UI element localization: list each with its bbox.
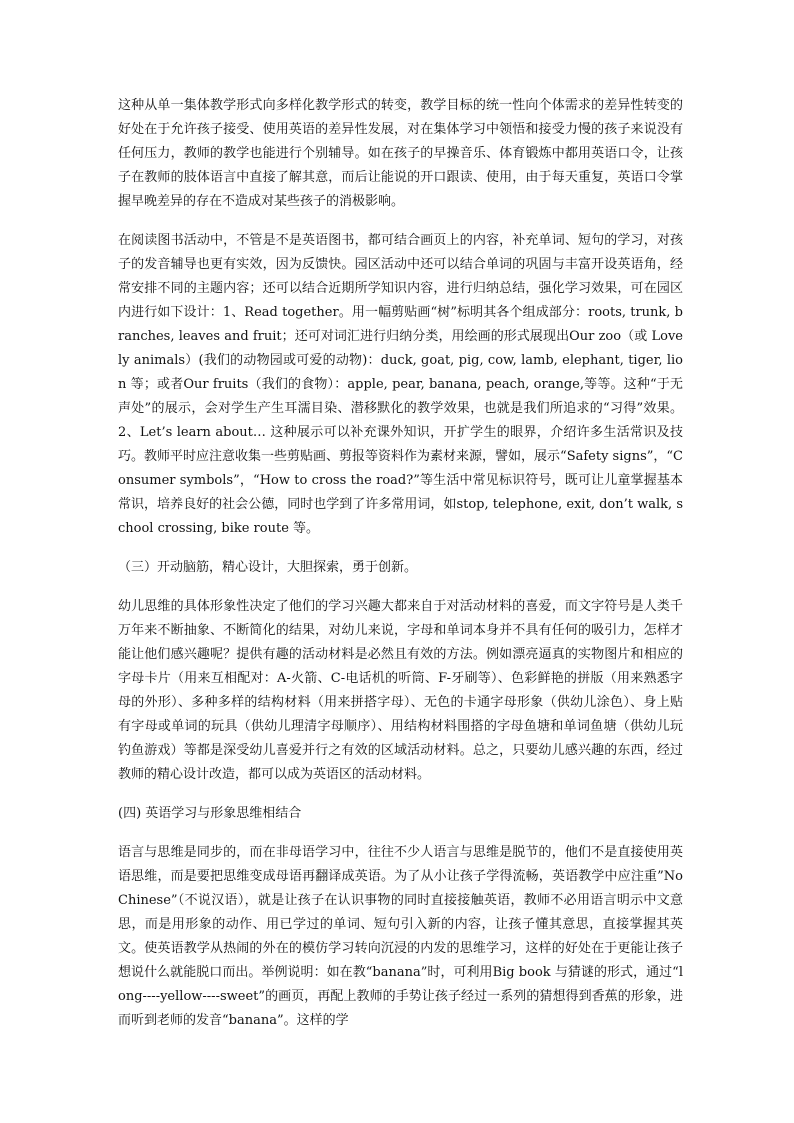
section-heading-3: （三）开动脑筋，精心设计，大胆探索，勇于创新。 — [118, 560, 418, 575]
paragraph-language-thinking: 语言与思维是同步的，而在非母语学习中，往往不少人语言与思维是脱节的，他们不是直接使用英语思维，而是要把思维变成母语再翻译成英语。为了从小让孩子学得流畅，英语教学中应注重”No Chinese”（不说汉语），就是让孩子在认识事物的同时直接接触英语，教师不必用语言明示中文意思，而是用形象的动作、用已学过的单词、短句引入新的内容，让孩子懂其意思，直接掌握其英文。使英语教学从热闹的外在的模仿学习转向沉浸的内发的思维学习，这样的好处在于更能让孩子想说什么就能脱口而出。举例说明：如在教“banana”时，可利用Big book 与猜谜的形式，通过“long----yellow----sweet”的画页，再配上教师的手势让孩子经过一系列的猜想得到香蕉的形象，进而听到老师的发音“banana”。这样的学 — [118, 845, 683, 1028]
paragraph-teaching-form: 这种从单一集体教学形式向多样化教学形式的转变，教学目标的统一性向个体需求的差异性转变的好处在于允许孩子接受、使用英语的差异性发展，对在集体学习中领悟和接受力慢的孩子来说没有任何压力，教师的教学也能进行个别辅导。如在孩子的早操音乐、体育锻炼中都用英语口令，让孩子在教师的肢体语言中直接了解其意，而后让能说的开口跟读、使用，由于每天重复，英语口令掌握早晚差异的存在不造成对某些孩子的消极影响。 — [118, 98, 683, 209]
paragraph-activity-materials: 幼儿思维的具体形象性决定了他们的学习兴趣大都来自于对活动材料的喜爱，而文字符号是人类千万年来不断抽象、不断简化的结果，对幼儿来说，字母和单词本身并不具有任何的吸引力，怎样才能让他们感兴趣呢？提供有趣的活动材料是必然且有效的方法。例如漂亮逼真的实物图片和相应的字母卡片（用来互相配对：A-火箭、C-电话机的听筒、F-牙刷等）、色彩鲜艳的拼版（用来熟悉字母的外形）、多种多样的结构材料（用来拼搭字母）、无色的卡通字母形象（供幼儿涂色）、身上贴有字母或单词的玩具（供幼儿理清字母顺序）、用结构材料围搭的字母鱼塘和单词鱼塘（供幼儿玩钓鱼游戏）等都是深受幼儿喜爱并行之有效的区域活动材料。总之，只要幼儿感兴趣的东西，经过教师的精心设计改造，都可以成为英语区的活动材料。 — [118, 599, 683, 782]
paragraph-reading-activity: 在阅读图书活动中，不管是不是英语图书，都可结合画页上的内容，补充单词、短句的学习，对孩子的发音辅导也更有实效，因为反馈快。园区活动中还可以结合单词的巩固与丰富开设英语角，经常安排不同的主题内容；还可以结合近期所学知识内容，进行归纳总结，强化学习效果，可在园区内进行如下设计：1、Read together。用一幅剪贴画“树”标明其各个组成部分：roots, trunk, branches, leaves and fruit；还可对词汇进行归纳分类，用绘画的形式展现出Our zoo（或 Lovely animals）(我们的动物园或可爱的动物)：duck, goat, pig, cow, lamb, elephant, tiger, lion 等；或者Our fruits（我们的食物）：apple, pear, banana, peach, orange,等等。这种“于无声处”的展示，会对学生产生耳濡目染、潜移默化的教学效果，也就是我们所追求的“习得”效果。2、Let’s learn about… 这种展示可以补充课外知识，开扩学生的眼界，介绍许多生活常识及技巧。教师平时应注意收集一些剪贴画、剪报等资料作为素材来源，譬如，展示“Safety signs”，“Consumer symbols”，“How to cross the road?”等生活中常见标识符号，既可让儿童掌握基本常识，培养良好的社会公德，同时也学到了许多常用词，如stop, telephone, exit, don’t walk, school crossing, bike route 等。 — [118, 233, 683, 536]
document-body — [118, 94, 683, 1048]
section-heading-4: (四) 英语学习与形象思维相结合 — [118, 806, 302, 821]
